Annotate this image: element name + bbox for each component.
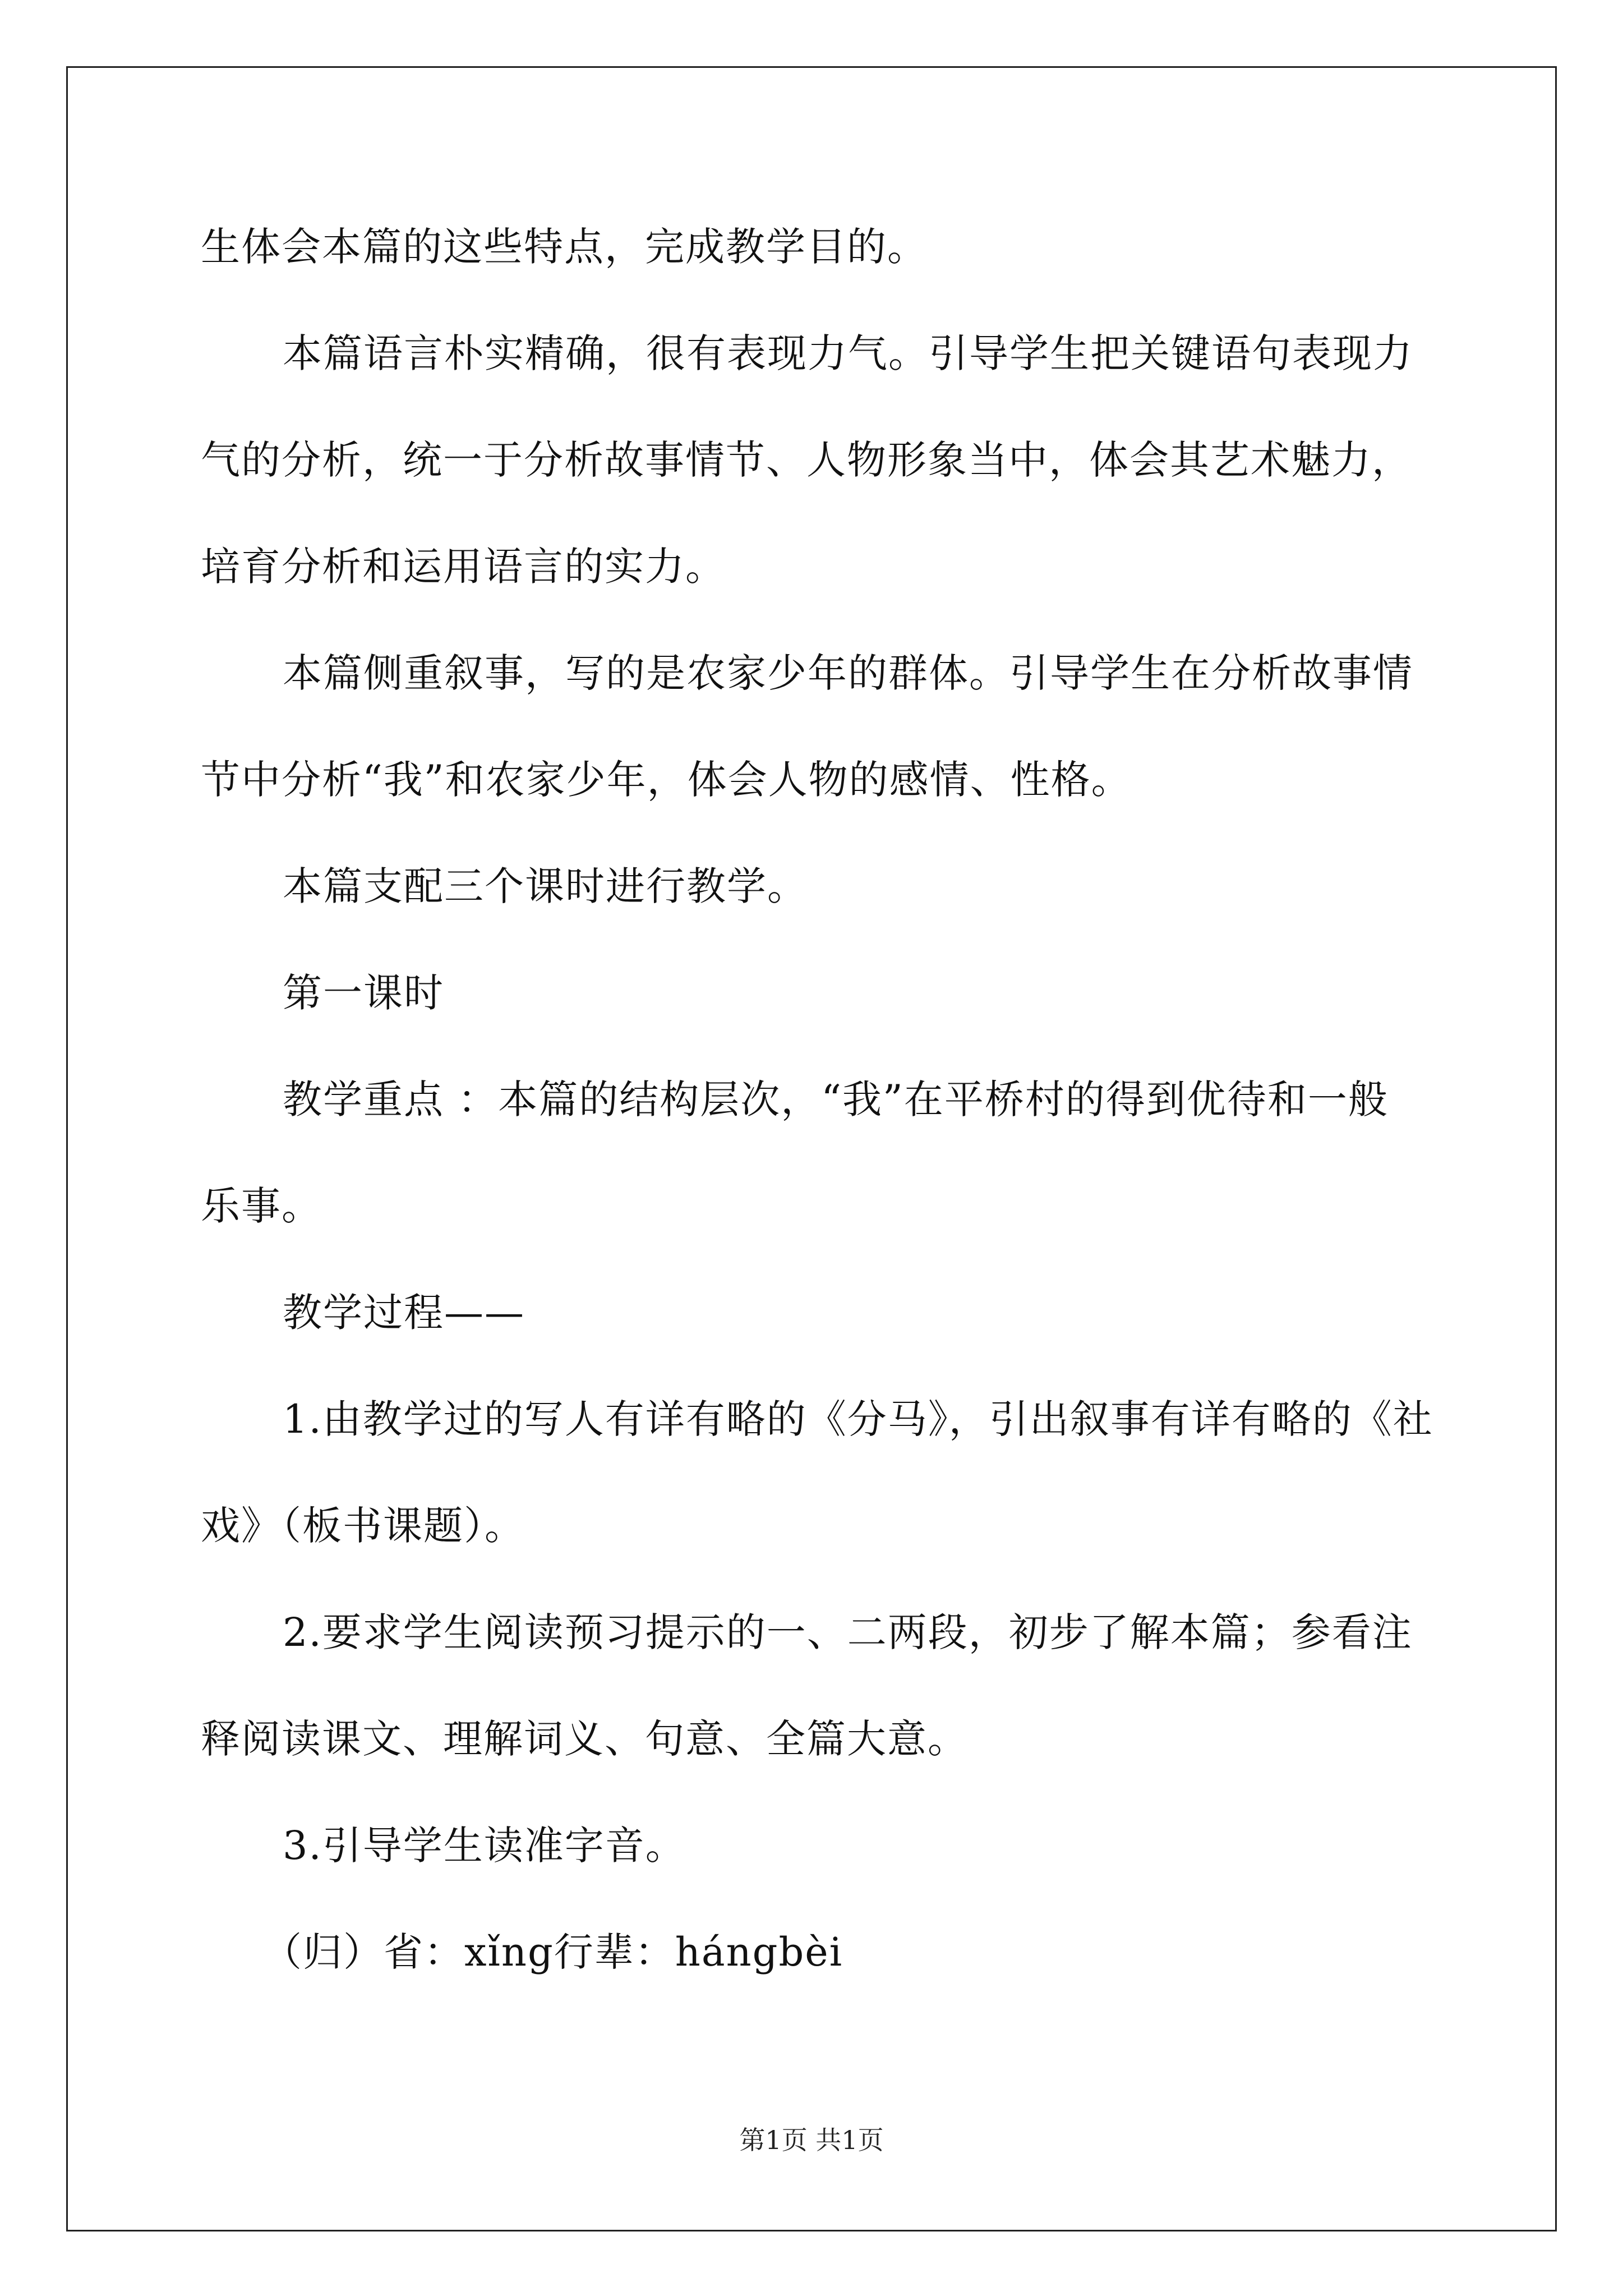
paragraph-line: 生体会本篇的这些特点，完成教学目的。: [201, 224, 928, 270]
paragraph-line: 教学重点 ：本篇的结构层次，“我”在平桥村的得到优待和一般: [283, 1076, 1389, 1122]
list-item-line: 1.由教学过的写人有详有略的《分马》，引出叙事有详有略的《社: [283, 1396, 1433, 1442]
paragraph-line: 培育分析和运用语言的实力。: [201, 544, 726, 590]
paragraph-line: 本篇语言朴实精确，很有表现力气。引导学生把关键语句表现力: [283, 330, 1413, 376]
pinyin-line: （归）省：xǐng行辈：hángbèi: [262, 1929, 843, 1975]
paragraph-line: 乐事。: [201, 1183, 322, 1229]
paragraph-line: 教学过程——: [283, 1290, 525, 1336]
paragraph-line: 节中分析“我”和农家少年，体会人物的感情、性格。: [201, 757, 1132, 803]
list-item-line: 释阅读课文、理解词义、句意、全篇大意。: [201, 1716, 968, 1762]
list-item-line: 2.要求学生阅读预习提示的一、二两段，初步了解本篇；参看注: [283, 1609, 1413, 1655]
list-item-line: 戏》（板书课题）。: [201, 1503, 525, 1549]
section-heading: 第一课时: [283, 970, 444, 1016]
page-number-footer: 第1页 共1页: [739, 2125, 884, 2155]
paragraph-line: 本篇侧重叙事，写的是农家少年的群体。引导学生在分析故事情: [283, 650, 1413, 696]
paragraph-line: 气的分析，统一于分析故事情节、人物形象当中，体会其艺术魅力，: [201, 437, 1412, 483]
paragraph-line: 本篇支配三个课时进行教学。: [283, 863, 808, 909]
list-item-line: 3.引导学生读准字音。: [283, 1823, 686, 1869]
page-border: [66, 66, 1557, 2231]
